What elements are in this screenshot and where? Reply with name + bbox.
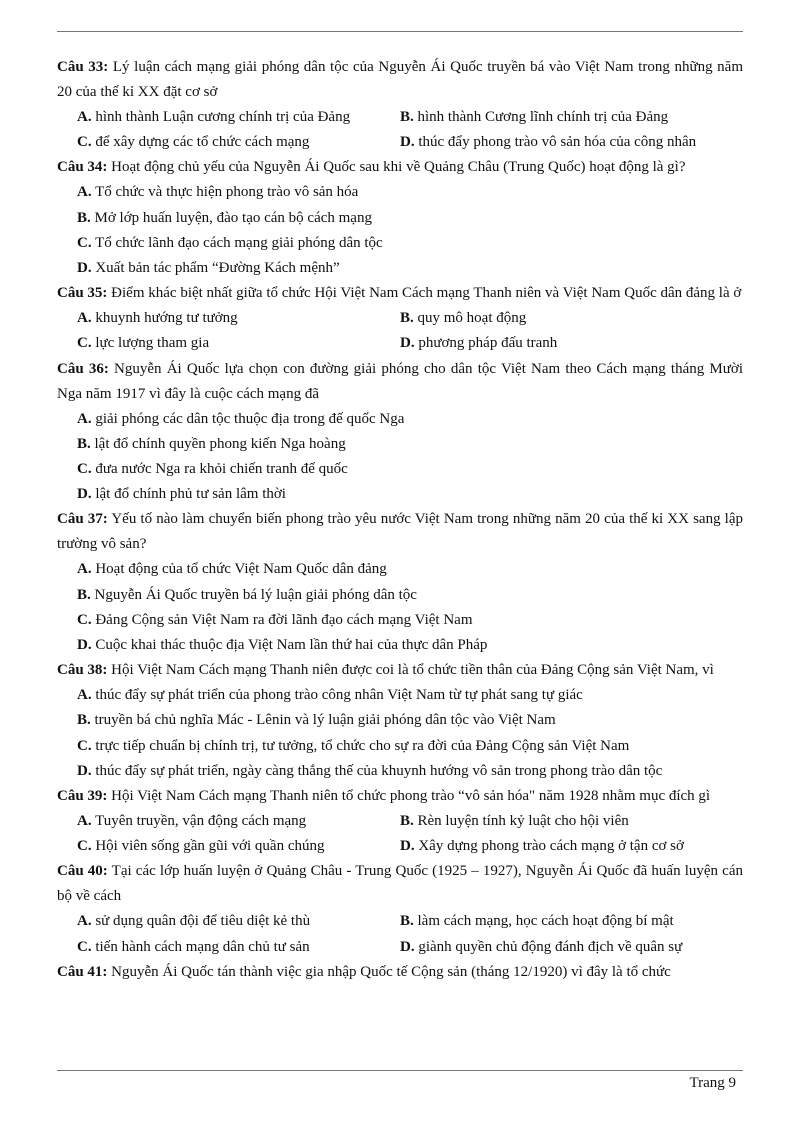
option-text: để xây dựng các tổ chức cách mạng: [91, 134, 310, 151]
option-text: Hoạt động của tổ chức Việt Nam Quốc dân đảng: [91, 561, 387, 578]
option-letter: A.: [77, 687, 92, 704]
option-text: Mở lớp huấn luyện, đào tạo cán bộ cách mạng: [90, 209, 372, 226]
answer-option: [77, 180, 743, 205]
option-letter: B.: [400, 310, 414, 327]
question-8: [57, 859, 743, 909]
option-text: thúc đẩy sự phát triển, ngày càng thắng thế của khuynh hướng vô sản trong phong trào dân tộc: [91, 762, 663, 779]
option-letter: D.: [77, 486, 92, 503]
question-9: [57, 960, 743, 985]
option-text: Đảng Cộng sản Việt Nam ra đời lãnh đạo cách mạng Việt Nam: [91, 611, 473, 628]
option-text: Hội viên sống gần gũi với quần chúng: [91, 838, 325, 855]
option-row: [77, 935, 743, 960]
option-letter: C.: [77, 134, 92, 151]
option-text: phương pháp đấu tranh: [414, 335, 558, 352]
question-label: Câu 35:: [57, 285, 108, 302]
question-text: Tại các lớp huấn luyện ở Quảng Châu - Trung Quốc (1925 – 1927), Nguyễn Ái Quốc đã huấn luyện cán bộ về cách: [57, 863, 743, 905]
option-letter: C.: [77, 234, 92, 251]
question-label: Câu 37:: [57, 511, 108, 528]
option-text: lật đổ chính quyền phong kiến Nga hoàng: [90, 435, 346, 452]
answer-option: [77, 809, 400, 834]
option-letter: B.: [400, 109, 414, 125]
option-text: Tổ chức và thực hiện phong trào vô sản hóa: [91, 184, 359, 201]
option-text: thúc đẩy phong trào vô sản hóa của công nhân: [414, 134, 697, 151]
option-text: Xây dựng phong trào cách mạng ở tận cơ sở: [414, 838, 684, 855]
option-letter: C.: [77, 611, 92, 628]
answer-option: [77, 834, 400, 859]
question-text: Hoạt động chủ yếu của Nguyễn Ái Quốc sau khi về Quảng Châu (Trung Quốc) hoạt động là gì?: [107, 159, 686, 176]
option-letter: C.: [77, 938, 92, 955]
option-letter: B.: [77, 712, 91, 729]
question-text: Yếu tố nào làm chuyển biến phong trào yêu nước Việt Nam trong những năm 20 của thế kỉ XX sang lập trường vô sản?: [57, 511, 743, 553]
option-letter: C.: [77, 335, 92, 352]
option-text: Rèn luyện tính kỷ luật cho hội viên: [413, 813, 629, 830]
option-row: [77, 809, 743, 834]
answer-option: [400, 105, 723, 130]
option-letter: C.: [77, 461, 92, 478]
option-text: lực lượng tham gia: [91, 335, 210, 352]
answer-option: [77, 608, 743, 633]
option-text: giải phóng các dân tộc thuộc địa trong đế quốc Nga: [91, 410, 405, 427]
answer-option: [77, 306, 400, 331]
answer-option: [77, 583, 743, 608]
option-row: [77, 909, 743, 934]
answer-option: [77, 734, 743, 759]
answer-option: [77, 633, 743, 658]
option-text: làm cách mạng, học cách hoạt động bí mật: [413, 913, 674, 930]
question-label: Câu 39:: [57, 788, 108, 805]
option-letter: B.: [400, 813, 414, 830]
answer-option: [77, 432, 743, 457]
option-letter: D.: [400, 938, 415, 955]
option-row: [77, 105, 743, 130]
answer-option: [77, 206, 743, 231]
option-text: Tổ chức lãnh đạo cách mạng giải phóng dân tộc: [91, 234, 383, 251]
option-text: Cuộc khai thác thuộc địa Việt Nam lần thứ hai của thực dân Pháp: [91, 637, 488, 654]
option-text: thúc đẩy sự phát triển của phong trào công nhân Việt Nam từ tự phát sang tự giác: [91, 687, 583, 704]
question-7: [57, 784, 743, 809]
question-label: Câu 34:: [57, 159, 108, 176]
question-text: Hội Việt Nam Cách mạng Thanh niên được coi là tổ chức tiền thân của Đảng Cộng sản Việt Nam, vì: [107, 662, 714, 679]
option-text: Xuất bản tác phẩm “Đường Kách mệnh”: [91, 260, 340, 277]
question-text: Nguyễn Ái Quốc lựa chọn con đường giải phóng cho dân tộc Việt Nam theo Cách mạng tháng Mười Nga năm 1917 vì đây là cuộc cách mạng đã: [57, 360, 743, 402]
answer-option: [400, 935, 723, 960]
answer-option: [400, 809, 723, 834]
option-letter: C.: [77, 737, 92, 754]
option-text: quy mô hoạt động: [413, 310, 527, 327]
question-text: Điểm khác biệt nhất giữa tổ chức Hội Việt Nam Cách mạng Thanh niên và Việt Nam Quốc dân đảng là ở: [107, 285, 742, 302]
option-row: [77, 306, 743, 331]
option-text: truyền bá chủ nghĩa Mác - Lênin và lý luận giải phóng dân tộc vào Việt Nam: [90, 712, 556, 729]
option-row: [77, 834, 743, 859]
answer-option: [77, 256, 743, 281]
question-label: Câu 33:: [57, 59, 109, 75]
answer-option: [400, 130, 723, 155]
option-letter: D.: [77, 637, 92, 654]
question-2: [57, 155, 743, 180]
option-letter: A.: [77, 310, 92, 327]
option-letter: D.: [77, 260, 92, 277]
answer-option: [77, 407, 743, 432]
option-letter: D.: [400, 838, 415, 855]
answer-option: [77, 457, 743, 482]
question-text: Nguyễn Ái Quốc tán thành việc gia nhập Quốc tế Cộng sản (tháng 12/1920) vì đây là tổ chức: [107, 963, 671, 980]
question-6: [57, 658, 743, 683]
answer-option: [400, 331, 723, 356]
answer-option: [77, 557, 743, 582]
option-letter: B.: [77, 586, 91, 603]
option-text: Tuyên truyền, vận động cách mạng: [91, 813, 307, 830]
option-letter: A.: [77, 561, 92, 578]
question-label: Câu 40:: [57, 863, 108, 880]
answer-option: [400, 909, 723, 934]
option-text: khuynh hướng tư tưởng: [91, 310, 238, 327]
question-4: [57, 357, 743, 407]
answer-option: [77, 331, 400, 356]
option-letter: A.: [77, 813, 92, 830]
answer-option: [77, 130, 400, 155]
option-letter: A.: [77, 184, 92, 201]
answer-option: [400, 306, 723, 331]
option-letter: D.: [400, 335, 415, 352]
answer-option: [77, 909, 400, 934]
option-text: Nguyễn Ái Quốc truyền bá lý luận giải phóng dân tộc: [90, 586, 417, 603]
option-text: tiến hành cách mạng dân chủ tư sản: [91, 938, 310, 955]
option-text: giành quyền chủ động đánh địch về quân sự: [414, 938, 683, 955]
question-1: [57, 55, 743, 105]
answer-option: [77, 683, 743, 708]
question-text: Hội Việt Nam Cách mạng Thanh niên tổ chức phong trào “vô sản hóa" năm 1928 nhằm mục đích gì: [107, 788, 711, 805]
option-letter: A.: [77, 913, 92, 930]
answer-option: [77, 708, 743, 733]
option-letter: B.: [77, 209, 91, 226]
answer-option: [77, 759, 743, 784]
option-text: sử dụng quân đội để tiêu diệt kẻ thù: [91, 913, 311, 930]
answer-option: [77, 231, 743, 256]
option-letter: C.: [77, 838, 92, 855]
option-letter: D.: [77, 762, 92, 779]
answer-option: [400, 834, 723, 859]
option-row: [77, 130, 743, 155]
question-5: [57, 507, 743, 557]
header-rule: [57, 31, 743, 32]
option-letter: B.: [400, 913, 414, 930]
option-text: hình thành Cương lĩnh chính trị của Đảng: [413, 109, 669, 125]
question-list: [57, 55, 743, 985]
option-letter: B.: [77, 435, 91, 452]
answer-option: [77, 105, 400, 130]
question-label: Câu 41:: [57, 963, 108, 980]
option-letter: A.: [77, 410, 92, 427]
option-text: hình thành Luận cương chính trị của Đảng: [91, 109, 351, 125]
answer-option: [77, 935, 400, 960]
option-text: lật đổ chính phủ tư sản lâm thời: [91, 486, 286, 503]
option-text: đưa nước Nga ra khỏi chiến tranh đế quốc: [91, 461, 348, 478]
option-letter: A.: [77, 109, 92, 125]
option-row: [77, 331, 743, 356]
answer-option: [77, 482, 743, 507]
option-letter: D.: [400, 134, 415, 151]
question-3: [57, 281, 743, 306]
page-number: Trang 9: [689, 1075, 736, 1091]
question-text: Lý luận cách mạng giải phóng dân tộc của Nguyễn Ái Quốc truyền bá vào Việt Nam trong những năm 20 của thế kỉ XX đặt cơ sở: [57, 59, 744, 100]
question-label: Câu 38:: [57, 662, 108, 679]
footer-rule: [57, 1070, 743, 1071]
option-text: trực tiếp chuẩn bị chính trị, tư tưởng, tổ chức cho sự ra đời của Đảng Cộng sản Việt Nam: [91, 737, 630, 754]
question-label: Câu 36:: [57, 360, 109, 377]
